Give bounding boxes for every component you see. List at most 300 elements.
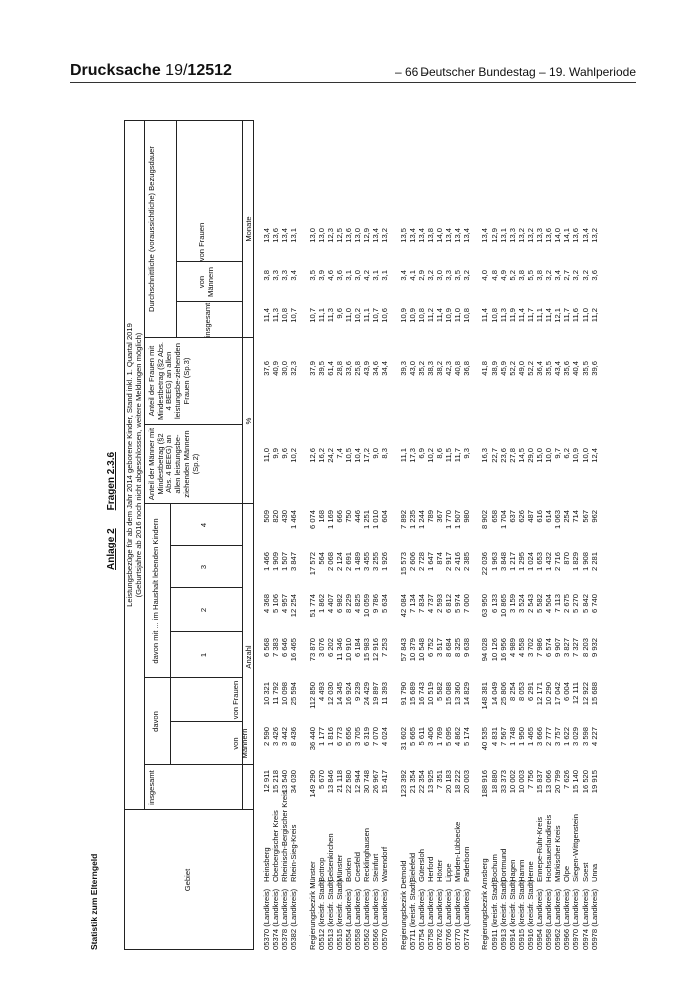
- cell-kinder-1: 16 956: [498, 638, 508, 662]
- header-anteil-maenner: Anteil der Männer mit Mindestbetrag (§2 Abs. 4 BEEG) an allen leistungsbe-ziehenden Männern (Sp.2): [147, 427, 200, 501]
- cell-d-maenner: 3,5: [453, 270, 463, 281]
- cell-kinder-2: 6 812: [444, 594, 453, 614]
- cell-kinder-4: 487: [525, 510, 535, 523]
- cell-frauen: 24 429: [362, 682, 372, 706]
- cell-maenner: 4 831: [489, 727, 499, 747]
- cell-kinder-1: 6 574: [544, 638, 554, 658]
- cell-frauen: 5 582: [434, 682, 444, 702]
- cell-kinder-3: 874: [434, 552, 444, 565]
- cell-kinder-2: 4 504: [544, 594, 554, 614]
- header-von-maennern: von Männern: [231, 728, 249, 759]
- cell-kinder-3: 3 848: [498, 552, 508, 572]
- table-row: [309, 120, 318, 950]
- cell-kinder-4: 168: [316, 510, 326, 523]
- cell-d-insgesamt: 11,2: [589, 308, 599, 323]
- cell-code: Regierungsbezirk Münster: [307, 861, 317, 950]
- cell-anteil-maenner: 11,1: [398, 448, 408, 463]
- cell-code: 05978 (Landkreis): [589, 888, 599, 950]
- cell-frauen: 4 493: [316, 682, 326, 702]
- cell-d-maenner: 3,1: [380, 270, 390, 281]
- cell-d-frauen: 13,2: [516, 228, 526, 243]
- cell-kinder-1: 8 684: [444, 638, 453, 658]
- table-row: [491, 120, 500, 950]
- table-row: [454, 120, 463, 950]
- cell-name: Unna: [589, 863, 599, 882]
- cell-kinder-3: 2 917: [444, 552, 453, 572]
- cell-code: Regierungsbezirk Arnsberg: [480, 858, 490, 950]
- cell-kinder-3: 2 124: [334, 552, 344, 572]
- divider: [170, 504, 171, 765]
- cell-kinder-2: 10 865: [498, 594, 508, 618]
- cell-name: Recklinghausen: [362, 827, 372, 882]
- header-insgesamt: insgesamt: [147, 770, 156, 805]
- cell-kinder-1: 7 986: [535, 638, 544, 658]
- cell-code: 05774 (Landkreis): [462, 888, 472, 950]
- header-davon: davon: [151, 711, 160, 732]
- cell-d-maenner: 4,2: [362, 270, 372, 281]
- cell-d-insgesamt: 10,8: [280, 308, 290, 323]
- cell-kinder-3: 1 295: [516, 552, 526, 572]
- cell-kinder-1: 6 646: [280, 638, 290, 658]
- cell-kinder-3: 1 647: [425, 552, 435, 572]
- cell-kinder-4: 626: [516, 510, 526, 523]
- cell-d-frauen: 12,9: [362, 228, 372, 243]
- cell-d-frauen: 13,0: [316, 228, 326, 243]
- cell-anteil-frauen: 43,4: [553, 361, 563, 376]
- cell-kinder-1: 3 517: [434, 638, 444, 658]
- cell-d-insgesamt: 11,6: [571, 308, 581, 323]
- cell-kinder-1: 6 568: [262, 638, 271, 658]
- cell-code: 05570 (Landkreis): [380, 888, 390, 950]
- cell-kinder-4: 446: [353, 510, 362, 523]
- cell-name: Hagen: [507, 859, 517, 882]
- cell-kinder-4: 714: [571, 510, 581, 523]
- cell-frauen: 25 806: [498, 682, 508, 706]
- cell-name: Siegen-Wittgenstein: [571, 814, 581, 882]
- cell-kinder-4: 7 892: [398, 510, 408, 530]
- cell-insgesamt: 26 967: [371, 770, 381, 794]
- cell-kinder-3: 17 572: [307, 552, 317, 576]
- cell-kinder-3: 2 716: [553, 552, 563, 572]
- cell-kinder-1: 15 983: [362, 638, 372, 662]
- cell-maenner: 7 070: [371, 727, 381, 747]
- cell-insgesamt: 18 880: [489, 770, 499, 794]
- cell-maenner: 8 436: [289, 727, 299, 747]
- cell-name: Oberbergischer Kreis: [271, 810, 281, 882]
- cell-code: 05962 (Landkreis): [553, 888, 563, 950]
- cell-anteil-maenner: 9,9: [271, 448, 281, 459]
- cell-frauen: 112 850: [307, 682, 317, 709]
- cell-d-maenner: 3,8: [262, 270, 271, 281]
- cell-maenner: 5 665: [407, 727, 417, 747]
- cell-kinder-3: 1 432: [544, 552, 554, 572]
- cell-frauen: 9 239: [353, 682, 362, 702]
- cell-kinder-3: 2 691: [343, 552, 353, 572]
- cell-anteil-frauen: 40,4: [571, 361, 581, 376]
- cell-insgesamt: 10 003: [516, 770, 526, 794]
- cell-kinder-4: 567: [580, 510, 590, 523]
- cell-name: Bottrop: [316, 857, 326, 882]
- cell-insgesamt: 33 373: [498, 770, 508, 794]
- cell-code: 05374 (Landkreis): [271, 888, 281, 950]
- cell-anteil-frauen: 36,8: [462, 361, 472, 376]
- cell-d-maenner: 3,2: [544, 270, 554, 281]
- table-row: [409, 120, 418, 950]
- cell-kinder-1: 4 989: [507, 638, 517, 658]
- cell-d-frauen: 13,3: [535, 228, 544, 243]
- cell-kinder-1: 6 184: [353, 638, 362, 658]
- cell-d-maenner: 3,1: [343, 270, 353, 281]
- cell-kinder-1: 57 843: [398, 638, 408, 662]
- cell-kinder-1: 12 916: [371, 638, 381, 662]
- cell-anteil-frauen: 61,4: [325, 361, 335, 376]
- table-row: [336, 120, 345, 950]
- cell-insgesamt: 20 799: [553, 770, 563, 794]
- cell-d-frauen: 13,0: [353, 228, 362, 243]
- cell-kinder-2: 7 000: [462, 594, 472, 614]
- cell-insgesamt: 34 030: [289, 770, 299, 794]
- cell-anteil-frauen: 36,4: [535, 361, 544, 376]
- cell-anteil-maenner: 16,3: [480, 448, 490, 463]
- cell-insgesamt: 12 944: [353, 770, 362, 794]
- table-row: [299, 120, 308, 950]
- cell-insgesamt: 30 748: [362, 770, 372, 794]
- cell-kinder-3: 1 024: [525, 552, 535, 572]
- cell-anteil-maenner: 10,2: [289, 448, 299, 463]
- cell-kinder-2: 3 524: [516, 594, 526, 614]
- cell-d-frauen: 12,3: [325, 228, 335, 243]
- cell-anteil-frauen: 38,3: [425, 361, 435, 376]
- cell-d-frauen: 13,3: [507, 228, 517, 243]
- cell-insgesamt: 7 626: [562, 770, 572, 790]
- divider: [144, 424, 242, 425]
- header-von-frauen: von Frauen: [231, 680, 240, 720]
- cell-kinder-2: 7 834: [416, 594, 426, 614]
- cell-insgesamt: 20 003: [462, 770, 472, 794]
- cell-frauen: 10 098: [280, 682, 290, 706]
- cell-insgesamt: 123 392: [398, 770, 408, 798]
- cell-anteil-maenner: 22,7: [489, 448, 499, 463]
- table-row: [572, 120, 581, 950]
- rotated-table-page: [88, 120, 613, 950]
- cell-kinder-1: 8 325: [453, 638, 463, 658]
- cell-d-insgesamt: 10,8: [462, 308, 472, 323]
- cell-d-maenner: 3,3: [280, 270, 290, 281]
- cell-name: Steinfurt: [371, 853, 381, 882]
- cell-maenner: 5 656: [343, 727, 353, 747]
- cell-kinder-4: 1 235: [407, 510, 417, 530]
- cell-anteil-frauen: 45,9: [498, 361, 508, 376]
- table-row: [327, 120, 336, 950]
- table-row: [436, 120, 445, 950]
- cell-anteil-frauen: 49,0: [516, 361, 526, 376]
- table-row: [509, 120, 518, 950]
- cell-maenner: 5 611: [416, 727, 426, 746]
- cell-kinder-4: 1 251: [362, 510, 372, 530]
- cell-d-frauen: 13,4: [580, 228, 590, 243]
- cell-anteil-frauen: 34,6: [371, 361, 381, 376]
- cell-insgesamt: 13 846: [325, 770, 335, 794]
- cell-kinder-2: 7 113: [553, 594, 563, 613]
- cell-kinder-4: 1 010: [371, 510, 381, 530]
- cell-d-frauen: 13,1: [498, 228, 508, 243]
- cell-kinder-1: 9 932: [589, 638, 599, 658]
- cell-code: 05566 (Landkreis): [371, 888, 381, 950]
- cell-frauen: 12 171: [535, 682, 544, 706]
- cell-d-maenner: 3,6: [334, 270, 344, 281]
- cell-anteil-maenner: 23,6: [498, 448, 508, 463]
- cell-code: 05554 (Landkreis): [343, 888, 353, 950]
- cell-anteil-maenner: 12,4: [589, 448, 599, 463]
- cell-maenner: 36 440: [307, 727, 317, 751]
- cell-d-insgesamt: 11,0: [580, 308, 590, 323]
- cell-insgesamt: 20 183: [444, 770, 453, 794]
- cell-d-maenner: 3,3: [271, 270, 281, 281]
- cell-d-insgesamt: 11,1: [316, 308, 326, 323]
- cell-kinder-4: 789: [425, 510, 435, 523]
- table-row: [554, 120, 563, 950]
- cell-kinder-3: 1 653: [535, 552, 544, 572]
- header-rule: [70, 82, 636, 83]
- cell-d-insgesamt: 11,2: [425, 308, 435, 323]
- cell-d-maenner: 3,9: [316, 270, 326, 281]
- cell-insgesamt: 19 915: [589, 770, 599, 794]
- header-d-maenner: von Männern: [197, 267, 215, 297]
- cell-d-insgesamt: 11,7: [562, 308, 572, 323]
- cell-d-insgesamt: 11,4: [434, 308, 444, 323]
- table-row: [427, 120, 436, 950]
- cell-insgesamt: 15 218: [271, 770, 281, 794]
- cell-kinder-2: 4 737: [425, 594, 435, 614]
- cell-kinder-2: 2 543: [525, 594, 535, 614]
- cell-name: Minden-Lübbecke: [453, 821, 463, 882]
- cell-frauen: 10 290: [544, 682, 554, 706]
- cell-code: 05913 (kreisfr. Stadt): [498, 879, 508, 950]
- divider: [176, 120, 177, 338]
- cell-frauen: 14 829: [462, 682, 472, 706]
- cell-anteil-frauen: 52,2: [507, 361, 517, 376]
- cell-insgesamt: 15 140: [571, 770, 581, 794]
- anlage-title: Anlage 2Fragen 2.3.6: [106, 451, 117, 570]
- cell-insgesamt: 149 290: [307, 770, 317, 798]
- cell-d-insgesamt: 11,1: [362, 308, 372, 323]
- header-kinder-2: 2: [199, 607, 208, 613]
- cell-code: 05378 (Landkreis): [280, 888, 290, 950]
- cell-anteil-frauen: 43,0: [407, 361, 417, 376]
- cell-anteil-maenner: 11,5: [444, 448, 453, 463]
- cell-anteil-frauen: 35,5: [544, 361, 554, 376]
- cell-anteil-frauen: 39,3: [398, 361, 408, 376]
- table-row: [500, 120, 509, 950]
- table-row: [591, 120, 600, 950]
- cell-d-frauen: 13,2: [525, 228, 535, 243]
- cell-kinder-4: 1 704: [498, 510, 508, 530]
- cell-kinder-2: 5 974: [453, 594, 463, 614]
- cell-kinder-4: 1 063: [553, 510, 563, 530]
- cell-d-insgesamt: 10,9: [398, 308, 408, 323]
- divider: [144, 120, 145, 810]
- cell-code: 05370 (Landkreis): [262, 888, 271, 950]
- cell-anteil-maenner: 10,4: [353, 448, 362, 463]
- cell-code: 05974 (Landkreis): [580, 888, 590, 950]
- cell-kinder-4: 1 770: [444, 510, 453, 530]
- cell-kinder-4: 980: [462, 510, 472, 523]
- cell-maenner: 2 590: [262, 727, 271, 747]
- cell-kinder-3: 2 606: [407, 552, 417, 572]
- cell-code: 05513 (kreisfr. Stadt): [325, 879, 335, 950]
- cell-d-insgesamt: 11,4: [262, 308, 271, 323]
- cell-kinder-1: 4 558: [516, 638, 526, 658]
- cell-anteil-frauen: 35,6: [562, 361, 572, 376]
- cell-d-frauen: 13,4: [407, 228, 417, 243]
- header-d-insgesamt: insgesamt: [203, 302, 212, 338]
- cell-d-insgesamt: 10,9: [407, 308, 417, 323]
- cell-d-maenner: 3,0: [353, 270, 362, 281]
- cell-anteil-maenner: 10,5: [343, 448, 353, 463]
- cell-kinder-2: 4 957: [280, 594, 290, 614]
- cell-d-insgesamt: 10,2: [353, 308, 362, 323]
- cell-d-maenner: 3,8: [535, 270, 544, 281]
- cell-anteil-frauen: 30,0: [280, 361, 290, 376]
- cell-d-insgesamt: 11,3: [498, 308, 508, 323]
- cell-code: 05515 (kreisfr. Stadt): [334, 879, 344, 950]
- cell-kinder-2: 3 159: [507, 594, 517, 614]
- cell-frauen: 91 790: [398, 682, 408, 706]
- cell-kinder-3: 1 466: [262, 552, 271, 572]
- cell-kinder-1: 11 346: [334, 638, 344, 661]
- cell-name: Herne: [525, 861, 535, 882]
- cell-kinder-1: 7 383: [271, 638, 281, 658]
- cell-kinder-1: 94 028: [480, 638, 490, 662]
- cell-kinder-3: 15 573: [398, 552, 408, 576]
- cell-frauen: 8 053: [516, 682, 526, 702]
- header-leistungsbezuege: Leistungsbezüge für ab dem Jahr 2014 geborene Kinder, Stand inkl. 1. Quartal 2019 (Geburtsjahre ab 2016 noch nicht abgeschlossen, weitere Meldungen möglich): [125, 323, 143, 607]
- cell-d-insgesamt: 11,3: [325, 308, 335, 323]
- cell-name: Rhein-Sieg-Kreis: [289, 824, 299, 882]
- header-d-frauen: von Frauen: [197, 222, 206, 262]
- cell-kinder-1: 6 752: [425, 638, 435, 658]
- cell-anteil-frauen: 38,2: [434, 361, 444, 376]
- cell-kinder-4: 1 244: [416, 510, 426, 530]
- cell-anteil-maenner: 15,0: [535, 448, 544, 463]
- cell-kinder-4: 1 464: [289, 510, 299, 530]
- cell-maenner: 1 465: [525, 727, 535, 747]
- cell-maenner: 1 177: [316, 727, 326, 747]
- cell-d-insgesamt: 11,7: [525, 308, 535, 323]
- cell-d-frauen: 13,8: [425, 228, 435, 243]
- cell-d-insgesamt: 9,6: [334, 308, 344, 319]
- cell-kinder-3: 22 036: [480, 552, 490, 576]
- cell-code: 05966 (Landkreis): [562, 888, 572, 950]
- cell-frauen: 15 688: [589, 682, 599, 706]
- cell-kinder-1: 10 126: [489, 638, 499, 662]
- cell-d-frauen: 13,0: [307, 228, 317, 243]
- cell-maenner: 3 757: [553, 727, 563, 747]
- cell-frauen: 12 111: [571, 682, 581, 705]
- cell-d-insgesamt: 11,0: [453, 308, 463, 323]
- cell-code: 05758 (Landkreis): [425, 888, 435, 950]
- cell-maenner: 4 227: [589, 727, 599, 747]
- cell-insgesamt: 15 417: [380, 770, 390, 794]
- cell-maenner: 3 666: [535, 727, 544, 747]
- cell-anteil-maenner: 8,3: [380, 448, 390, 459]
- table-row: [345, 120, 354, 950]
- cell-d-frauen: 13,6: [271, 228, 281, 243]
- cell-d-insgesamt: 11,9: [507, 308, 517, 323]
- cell-frauen: 12 922: [580, 682, 590, 706]
- cell-d-frauen: 13,4: [462, 228, 472, 243]
- cell-frauen: 10 321: [262, 682, 271, 706]
- cell-d-maenner: 4,1: [407, 270, 417, 281]
- cell-kinder-2: 5 634: [380, 594, 390, 614]
- cell-d-frauen: 13,5: [398, 228, 408, 243]
- cell-maenner: 1 816: [325, 727, 335, 747]
- cell-kinder-4: 1 169: [325, 510, 335, 530]
- cell-frauen: 25 594: [289, 682, 299, 706]
- cell-insgesamt: 21 118: [334, 770, 344, 793]
- cell-anteil-maenner: 17,2: [362, 448, 372, 463]
- cell-frauen: 16 743: [416, 682, 426, 706]
- cell-d-maenner: 4,0: [480, 270, 490, 281]
- cell-frauen: 19 897: [371, 682, 381, 706]
- cell-kinder-2: 4 368: [262, 594, 271, 614]
- cell-maenner: 4 024: [380, 727, 390, 747]
- cell-kinder-3: 2 416: [453, 552, 463, 572]
- cell-anteil-frauen: 43,9: [362, 361, 372, 376]
- cell-anteil-maenner: 6,9: [416, 448, 426, 459]
- cell-code: 05711 (kreisfr. Stadt): [407, 880, 417, 950]
- cell-code: 05382 (Landkreis): [289, 888, 299, 950]
- cell-d-frauen: 13,4: [280, 228, 290, 243]
- cell-anteil-maenner: 11,0: [262, 448, 271, 463]
- page-number: – 66 –: [395, 65, 429, 79]
- header-unit-monate: Monate: [244, 216, 253, 242]
- cell-maenner: 3 426: [271, 727, 281, 747]
- cell-name: Gütersloh: [416, 849, 426, 882]
- cell-d-frauen: 13,4: [371, 228, 381, 243]
- header-kinder-3: 3: [199, 564, 208, 570]
- cell-code: 05558 (Landkreis): [353, 888, 362, 950]
- cell-frauen: 14 049: [489, 682, 499, 706]
- cell-kinder-2: 9 786: [371, 594, 381, 614]
- cell-d-frauen: 13,6: [571, 228, 581, 243]
- cell-kinder-3: 3 255: [371, 552, 381, 572]
- table-row: [318, 120, 327, 950]
- cell-anteil-maenner: 14,5: [516, 448, 526, 463]
- cell-kinder-3: 564: [316, 552, 326, 565]
- cell-frauen: 15 689: [407, 682, 417, 706]
- cell-d-maenner: 5,2: [507, 270, 517, 281]
- cell-kinder-1: 3 827: [562, 638, 572, 658]
- cell-name: Lippe: [444, 863, 453, 882]
- cell-kinder-3: 1 217: [507, 552, 517, 572]
- table-row: [518, 120, 527, 950]
- table-row: [381, 120, 390, 950]
- cell-d-maenner: 3,0: [434, 270, 444, 281]
- cell-kinder-4: 750: [343, 510, 353, 523]
- divider: [144, 337, 254, 338]
- cell-anteil-maenner: 24,2: [325, 448, 335, 463]
- cell-d-maenner: 3,8: [516, 270, 526, 281]
- cell-code: 05911 (kreisfr. Stadt): [489, 880, 499, 950]
- cell-d-maenner: 3,2: [571, 270, 581, 281]
- cell-frauen: 11 393: [380, 682, 390, 705]
- cell-kinder-3: 2 068: [325, 552, 335, 572]
- cell-d-insgesamt: 10,7: [307, 308, 317, 323]
- cell-anteil-maenner: 10,0: [580, 448, 590, 463]
- table-row: [400, 120, 409, 950]
- cell-kinder-3: 2 281: [589, 552, 599, 572]
